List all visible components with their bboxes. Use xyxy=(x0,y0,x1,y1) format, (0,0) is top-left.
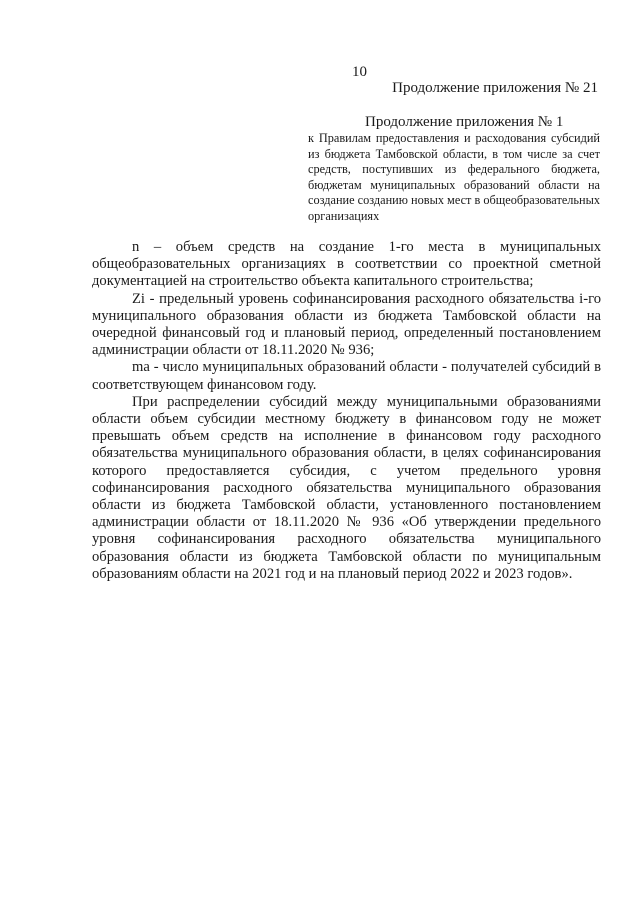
page-number: 10 xyxy=(352,64,367,80)
paragraph-zi-definition: Zi - предельный уровень софинансирования расходного обязательства i-го муниципального образования области из бюджета Тамбовской области на очередной финансовый год и плановый период, определенный постановлением администрации области от 18.11.2020 № 936; xyxy=(92,290,601,359)
paragraph-n-definition: n – объем средств на создание 1-го места в муниципальных общеобразовательных организациях в соответствии со проектной сметной документацией на строительство объекта капитального строительства; xyxy=(92,239,601,290)
appendix-sub-text: к Правилам предоставления и расходования субсидий из бюджета Тамбовской области, в том числе за счет средств, поступивших из федерального бюджета, бюджетам муниципальных образований области на создание созданию новых мест в общеобразовательных организациях xyxy=(308,131,601,223)
document-body xyxy=(92,239,601,583)
paragraph-ma-definition: ma - число муниципальных образований области - получателей субсидий в соответствующем финансовом году. xyxy=(92,359,601,393)
appendix-main-header: Продолжение приложения № 21 xyxy=(392,80,598,96)
appendix-sub-title: Продолжение приложения № 1 xyxy=(365,114,564,130)
paragraph-distribution-rule: При распределении субсидий между муниципальными образованиями области объем субсидии местному бюджету в финансовом году не может превышать объем средств на исполнение в финансовом году расходного обязательства муниципального образования области, в целях софинансирования которого предоставляется субсидия, с учетом предельного уровня софинансирования расходного обязательства муниципального образования области из бюджета Тамбовской области, установленного постановлением администрации области от 18.11.2020 № 936 «Об утверждении предельного уровня софинансирования расходного обязательства муниципального образования области из бюджета Тамбовской области по муниципальным образованиям области на 2021 год и на плановый период 2022 и 2023 годов». xyxy=(92,393,601,582)
